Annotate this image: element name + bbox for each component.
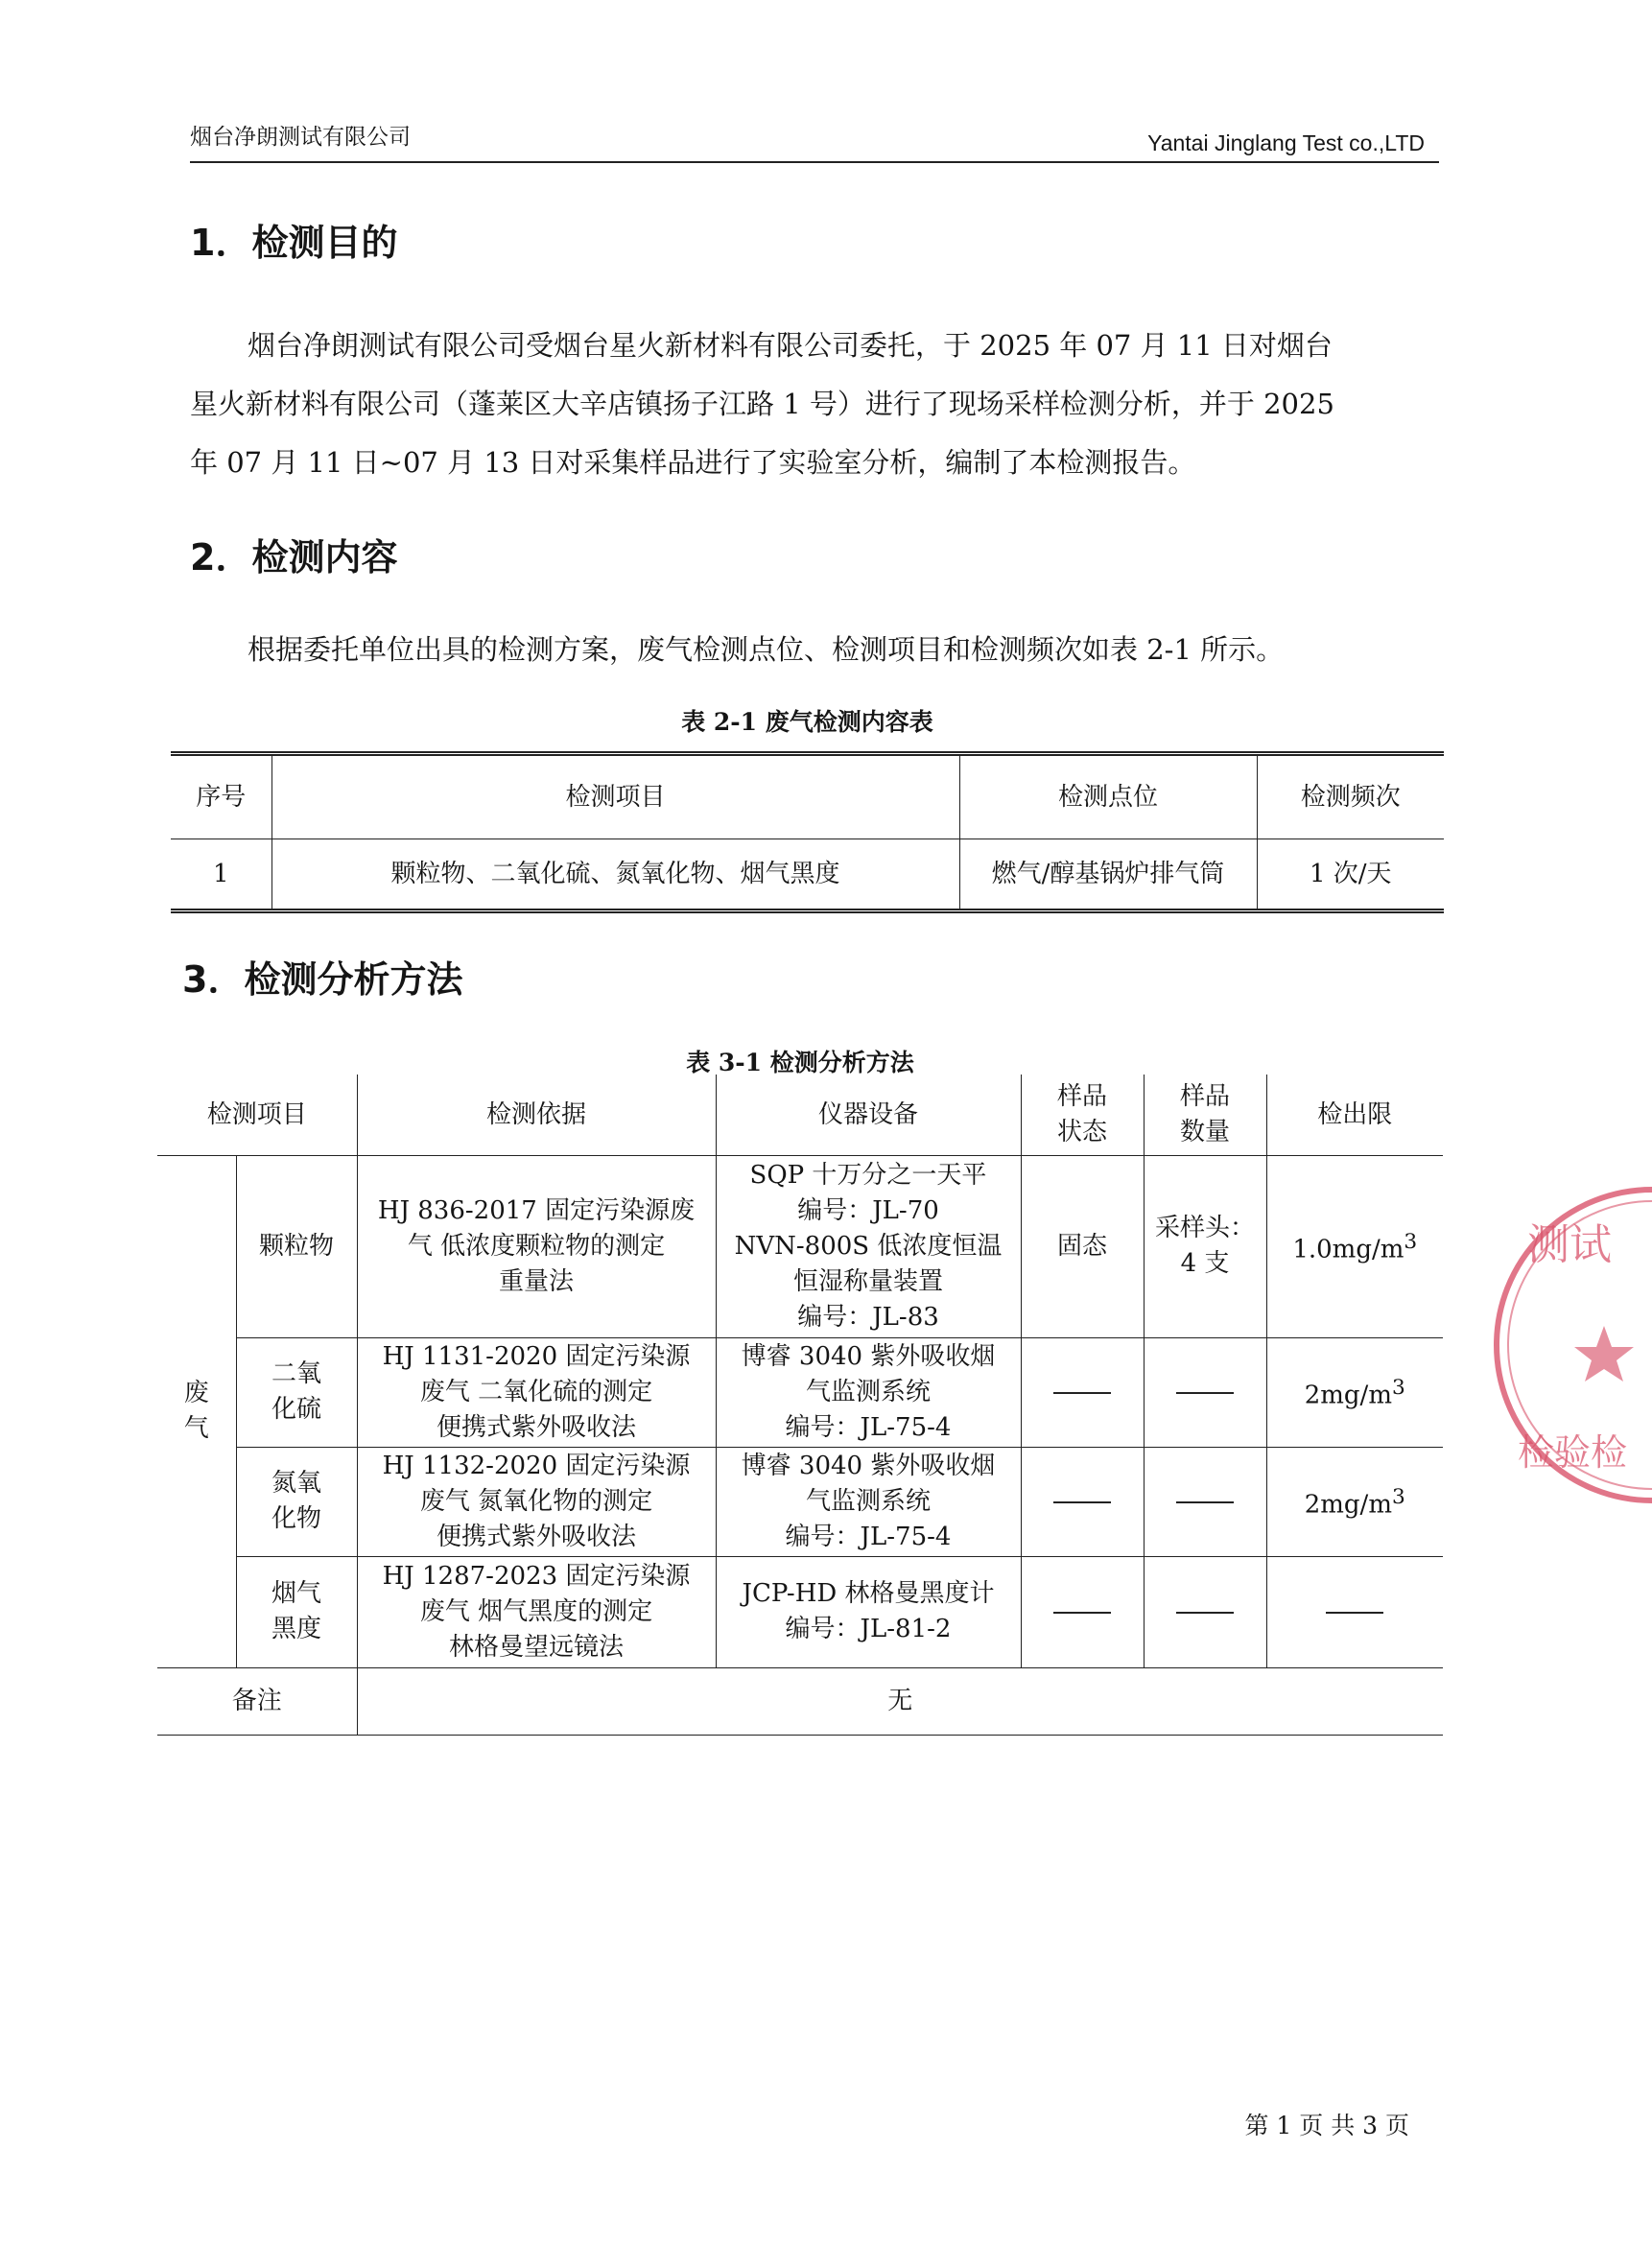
instrument-line: 编号：JL-75-4: [785, 1412, 952, 1442]
basis-line: 废气 烟气黑度的测定: [419, 1596, 653, 1626]
table31-header-item: 检测项目: [157, 1075, 357, 1155]
table31-header-qty-l1: 样品: [1179, 1081, 1230, 1111]
dash-mark: [1176, 1392, 1234, 1394]
limit-value: 1.0mg/m: [1292, 1235, 1404, 1264]
table31-row1-state: 固态: [1021, 1155, 1144, 1337]
table31-row2-qty: [1144, 1337, 1266, 1447]
dash-mark: [1326, 1612, 1383, 1614]
table31-row2-name: [236, 1337, 357, 1447]
instrument-line: 气监测系统: [805, 1486, 931, 1516]
table31-row4-limit: [1266, 1556, 1443, 1667]
header-divider: [190, 161, 1439, 163]
table31-row1-instrument: [716, 1155, 1021, 1337]
table-row: [157, 1155, 1443, 1337]
table31-row1-name: 颗粒物: [236, 1155, 357, 1337]
table31-row4-state: [1021, 1556, 1144, 1667]
table31-row3-basis: [357, 1447, 716, 1556]
table31-row4-instrument: [716, 1556, 1021, 1667]
table21-cell-items: 颗粒物、二氧化硫、氮氧化物、烟气黑度: [271, 839, 959, 911]
table31-remark-row: [157, 1667, 1443, 1735]
table31-header-limit: 检出限: [1266, 1075, 1443, 1155]
limit-unit-exponent: 3: [1391, 1485, 1405, 1510]
name-line: 二氧: [271, 1359, 321, 1388]
qty-line: 4 支: [1180, 1249, 1230, 1278]
instrument-line: SQP 十万分之一天平: [749, 1160, 987, 1190]
table31-row2-basis: [357, 1337, 716, 1447]
table31-row4-name: [236, 1556, 357, 1667]
table21-caption: 表 2-1 废气检测内容表: [681, 708, 933, 736]
table31-header-state: [1021, 1075, 1144, 1155]
table31-row4-basis: [357, 1556, 716, 1667]
limit-value: 2mg/m: [1304, 1490, 1392, 1520]
section1-line-3: 年 07 月 11 日~07 月 13 日对采集样品进行了实验室分析，编制了本检测报告。: [190, 446, 1196, 479]
instrument-line: 编号：JL-81-2: [785, 1615, 952, 1643]
limit-unit-exponent: 3: [1404, 1230, 1418, 1255]
seal-text-bottom: 检验检: [1518, 1431, 1628, 1474]
name-line: 化物: [271, 1504, 321, 1533]
instrument-line: JCP-HD 林格曼黑度计: [742, 1579, 995, 1608]
basis-line: HJ 836-2017 固定污染源废: [377, 1195, 696, 1225]
table31-remark-value: 无: [357, 1667, 1443, 1735]
instrument-line: 编号：JL-83: [797, 1302, 939, 1332]
name-line: 化硫: [271, 1395, 321, 1424]
name-line: 黑度: [271, 1615, 321, 1643]
name-line: 氮氧: [271, 1469, 321, 1498]
section1-paragraph: [190, 317, 1447, 492]
table31-header-basis: 检测依据: [357, 1075, 716, 1155]
table31-header-qty-l2: 数量: [1179, 1117, 1230, 1146]
instrument-line: NVN-800S 低浓度恒温: [734, 1231, 1003, 1261]
instrument-line: 博睿 3040 紫外吸收烟: [741, 1341, 996, 1371]
basis-line: 气 低浓度颗粒物的测定: [407, 1231, 666, 1261]
basis-line: HJ 1131-2020 固定污染源: [382, 1341, 691, 1371]
dash-mark: [1053, 1501, 1111, 1503]
basis-line: HJ 1132-2020 固定污染源: [382, 1451, 691, 1480]
table31-row4-qty: [1144, 1556, 1266, 1667]
table31-row2-limit: [1266, 1337, 1443, 1447]
table31-row3-state: [1021, 1447, 1144, 1556]
instrument-line: 恒湿称量装置: [792, 1266, 943, 1296]
table21-cell-freq: 1 次/天: [1257, 839, 1444, 911]
table21-header-items: 检测项目: [271, 754, 959, 839]
basis-line: 便携式紫外吸收法: [436, 1522, 636, 1551]
table31-header-instrument: 仪器设备: [716, 1075, 1021, 1155]
basis-line: 林格曼望远镜法: [448, 1632, 624, 1662]
section3-heading: 3．检测分析方法: [182, 958, 463, 1001]
table31-row1-basis: [357, 1155, 716, 1337]
header-company-en: Yantai Jinglang Test co.,LTD: [1147, 130, 1425, 155]
table31-row1-qty: [1144, 1155, 1266, 1337]
section1-heading: 1．检测目的: [190, 222, 398, 264]
basis-line: 废气 氮氧化物的测定: [419, 1486, 653, 1516]
section1-line-2: 星火新材料有限公司（蓬莱区大辛店镇扬子江路 1 号）进行了现场采样检测分析，并于 2025: [190, 388, 1334, 420]
instrument-line: 气监测系统: [805, 1377, 931, 1406]
table21-header-point: 检测点位: [959, 754, 1257, 839]
basis-line: 废气 二氧化硫的测定: [419, 1377, 653, 1406]
table21-cell-no: 1: [171, 839, 271, 911]
table31-row3-qty: [1144, 1447, 1266, 1556]
name-line: 烟气: [271, 1579, 321, 1608]
qty-line: 采样头：: [1154, 1214, 1255, 1242]
table31-row3-instrument: [716, 1447, 1021, 1556]
basis-line: 便携式紫外吸收法: [436, 1412, 636, 1442]
table31-header-row: [157, 1075, 1443, 1155]
limit-value: 2mg/m: [1304, 1381, 1392, 1410]
header-company-cn: 烟台净朗测试有限公司: [190, 125, 411, 150]
section2-paragraph: 根据委托单位出具的检测方案，废气检测点位、检测项目和检测频次如表 2-1 所示。: [248, 633, 1285, 666]
table31-row1-limit: [1266, 1155, 1443, 1337]
table31-header-qty: [1144, 1075, 1266, 1155]
table31-category: [157, 1155, 236, 1667]
page-number: 第 1 页 共 3 页: [1244, 2112, 1409, 2139]
table31-row3-limit: [1266, 1447, 1443, 1556]
table31-category-l1: 废: [183, 1379, 209, 1407]
table-row: [157, 1556, 1443, 1667]
dash-mark: [1053, 1612, 1111, 1614]
limit-unit-exponent: 3: [1391, 1376, 1405, 1401]
instrument-line: 编号：JL-75-4: [785, 1522, 952, 1551]
section2-heading: 2．检测内容: [190, 536, 398, 579]
table31-row2-state: [1021, 1337, 1144, 1447]
table31-header-state-l1: 样品: [1056, 1081, 1107, 1111]
seal-text-top: 测试: [1527, 1220, 1612, 1269]
table-row: [171, 839, 1444, 911]
dash-mark: [1176, 1612, 1234, 1614]
table-row: [157, 1447, 1443, 1556]
instrument-line: 编号：JL-70: [797, 1195, 939, 1225]
table31: [157, 1075, 1443, 1736]
table31-caption: 表 3-1 检测分析方法: [686, 1049, 914, 1076]
table21: [171, 751, 1444, 913]
section1-line-1: 烟台净朗测试有限公司受烟台星火新材料有限公司委托，于 2025 年 07 月 11 日对烟台: [248, 329, 1333, 362]
basis-line: HJ 1287-2023 固定污染源: [382, 1561, 691, 1591]
company-seal: [1489, 1182, 1652, 1508]
seal-star-icon: [1574, 1326, 1634, 1382]
table21-cell-point: 燃气/醇基锅炉排气筒: [959, 839, 1257, 911]
table-row: [157, 1337, 1443, 1447]
dash-mark: [1053, 1392, 1111, 1394]
table21-header-row: [171, 754, 1444, 839]
table31-row3-name: [236, 1447, 357, 1556]
table31-remark-label: 备注: [157, 1667, 357, 1735]
table21-header-no: 序号: [171, 754, 271, 839]
instrument-line: 博睿 3040 紫外吸收烟: [741, 1451, 996, 1480]
table31-category-l2: 气: [183, 1414, 209, 1443]
table21-header-freq: 检测频次: [1257, 754, 1444, 839]
table31-row2-instrument: [716, 1337, 1021, 1447]
dash-mark: [1176, 1501, 1234, 1503]
basis-line: 重量法: [498, 1266, 574, 1296]
table31-header-state-l2: 状态: [1056, 1117, 1107, 1146]
